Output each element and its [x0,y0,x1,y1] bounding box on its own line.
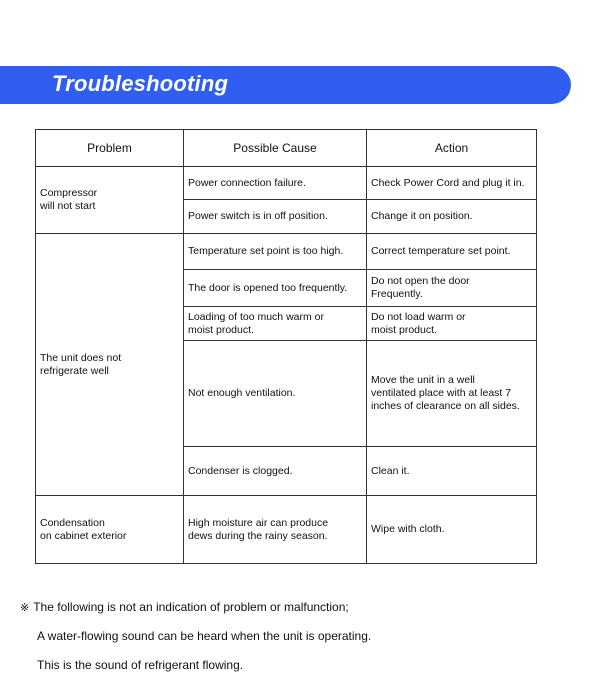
problem-cell: The unit does not refrigerate well [36,234,184,496]
note-line-1: The following is not an indication of problem or malfunction; [33,600,349,614]
reference-mark-icon: ※ [20,602,30,614]
table-row [36,167,537,200]
action-cell: Do not open the door Frequently. [367,270,537,307]
problem-cell: Condensation on cabinet exterior [36,496,184,564]
note-line-2: A water-flowing sound can be heard when the unit is operating. [37,629,372,643]
cause-cell: Condenser is clogged. [184,447,367,496]
cause-cell: Loading of too much warm or moist product. [184,307,367,341]
header-action: Action [367,130,537,167]
header-problem: Problem [36,130,184,167]
cause-cell: Power connection failure. [184,167,367,200]
action-cell: Do not load warm or moist product. [367,307,537,341]
action-cell: Wipe with cloth. [367,496,537,564]
cause-cell: Temperature set point is too high. [184,234,367,270]
action-cell: Move the unit in a well ventilated place with at least 7 inches of clearance on all sides. [367,341,537,447]
note-line-3: This is the sound of refrigerant flowing. [37,658,244,672]
action-cell: Clean it. [367,447,537,496]
title-banner [0,66,571,104]
action-cell: Check Power Cord and plug it in. [367,167,537,200]
cause-cell: The door is opened too frequently. [184,270,367,307]
table-row [36,234,537,270]
note-intro [20,600,349,614]
problem-cell: Compressor will not start [36,167,184,234]
action-cell: Correct temperature set point. [367,234,537,270]
table-header-row [36,130,537,167]
action-cell: Change it on position. [367,200,537,234]
header-possible-cause: Possible Cause [184,130,367,167]
cause-cell: Not enough ventilation. [184,341,367,447]
troubleshooting-table [35,129,537,564]
cause-cell: High moisture air can produce dews during the rainy season. [184,496,367,564]
page-title: Troubleshooting [52,71,229,96]
cause-cell: Power switch is in off position. [184,200,367,234]
table-row [36,496,537,564]
